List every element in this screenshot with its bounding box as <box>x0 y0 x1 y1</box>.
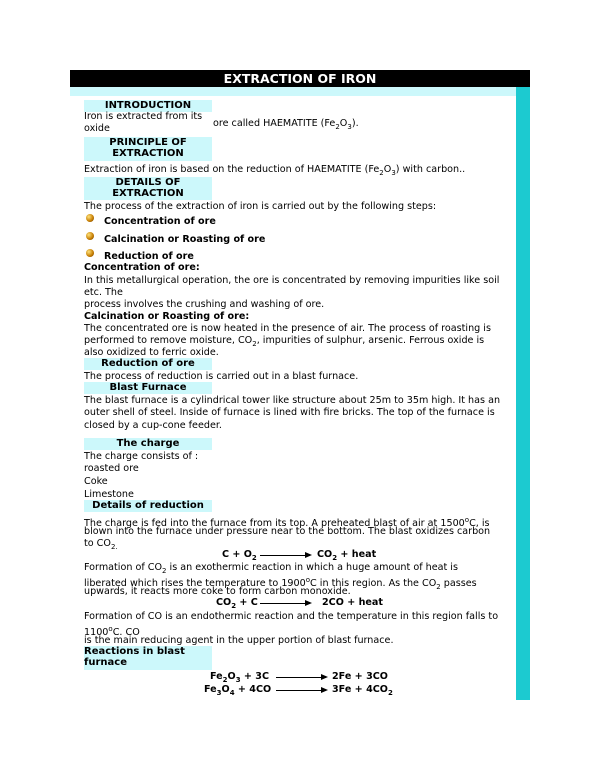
step-reduction: Reduction of ore <box>104 251 194 262</box>
title-underband <box>70 87 516 96</box>
dr-line-3: to $CO_{2.}$ <box>84 538 118 551</box>
charge-line-2: roasted ore <box>84 463 139 474</box>
intro-line-3: ore called HAEMATITE $(Fe_2O_3)$. <box>213 118 359 131</box>
equation-2-right: 2CO + heat <box>322 597 383 608</box>
section-details: DETAILS OF EXTRACTION <box>84 177 212 200</box>
bf-line-1: The blast furnace is a cylindrical tower like structure about 25m to 35m high. It has an <box>84 395 501 406</box>
equation-3-left: $Fe_2O_3 + 3C$ <box>210 671 270 684</box>
conc-line-2: etc. The <box>84 287 123 298</box>
step-concentration: Concentration of ore <box>104 216 216 227</box>
f2-line-1: Formation of CO is an endothermic reaction and the temperature in this region falls to <box>84 611 499 622</box>
section-details-reduction: Details of reduction <box>84 500 212 512</box>
equation-1-left: $C + O_2$ <box>222 549 257 562</box>
section-introduction: INTRODUCTION <box>84 100 212 112</box>
section-charge: The charge <box>84 438 212 450</box>
conc-line-1: In this metallurgical operation, the ore is concentrated by removing impurities like soil <box>84 275 500 286</box>
dr-line-2: blown into the furnace under pressure near to the bottom. The blast oxidizes carbon <box>84 526 491 537</box>
section-reduction: Reduction of ore <box>84 358 212 370</box>
dr-line-1: The charge is fed into the furnace from its top. A preheated blast of air at 1500$^o$C, is <box>84 516 490 530</box>
intro-line-1: Iron is extracted from its <box>84 111 203 122</box>
concentration-heading: Concentration of ore: <box>84 262 200 273</box>
f1-line-1: Formation of $CO_2$ is an exothermic reaction in which a huge amount of heat is <box>84 562 458 575</box>
equation-4-right: $3Fe + 4CO_2$ <box>332 684 393 697</box>
bullet-icon <box>86 214 94 222</box>
equation-1-right: $CO_2$ + heat <box>317 549 377 562</box>
bullet-icon <box>86 232 94 240</box>
section-principle: PRINCIPLE OF EXTRACTION <box>84 137 212 161</box>
principle-line: Extraction of iron is based on the reduction of HAEMATITE $(Fe_2O_3)$ with carbon.. <box>84 164 466 177</box>
charge-line-1: The charge consists of : <box>84 451 199 462</box>
intro-line-2: oxide <box>84 123 110 134</box>
page-title: EXTRACTION OF IRON <box>70 70 530 87</box>
reaction-arrow-icon <box>260 555 310 556</box>
charge-line-4: Limestone <box>84 489 134 500</box>
reaction-arrow-icon <box>276 677 326 678</box>
section-reactions: Reactions in blast furnace <box>84 646 212 670</box>
conc-line-3: process involves the crushing and washing of ore. <box>84 299 325 310</box>
details-line: The process of the extraction of iron is carried out by the following steps: <box>84 201 437 212</box>
f2-line-2: 1100$^o$C. CO <box>84 625 140 639</box>
calcination-heading: Calcination or Roasting of ore: <box>84 311 250 322</box>
reaction-arrow-icon <box>260 603 310 604</box>
bf-line-2: outer shell of steel. Inside of furnace is lined with fire bricks. The top of the furnace is <box>84 407 495 418</box>
bf-line-3: closed by a cup-cone feeder. <box>84 420 222 431</box>
f1-line-3: upwards, it reacts more coke to form carbon monoxide. <box>84 586 351 597</box>
f2-line-3: is the main reducing agent in the upper portion of blast furnace. <box>84 635 394 646</box>
equation-3-right: 2Fe + 3CO <box>332 671 388 682</box>
equation-4-left: $Fe_3O_4 + 4CO$ <box>204 684 272 697</box>
step-calcination: Calcination or Roasting of ore <box>104 234 266 245</box>
f1-line-2: liberated which rises the temperature to 1900$^o$C in this region. As the $CO_2$ passes <box>84 576 477 592</box>
reduction-line: The process of reduction is carried out in a blast furnace. <box>84 371 359 382</box>
equation-2-left: $CO_2 + C$ <box>216 597 258 610</box>
side-accent-bar <box>516 87 530 700</box>
section-blast-furnace: Blast Furnace <box>84 382 212 394</box>
calc-line-3: also oxidized to ferric oxide. <box>84 347 219 358</box>
document-page <box>70 70 530 700</box>
calc-line-2: performed to remove moisture, $CO_2$, impurities of sulphur, arsenic. Ferrous oxide is <box>84 335 485 348</box>
charge-line-3: Coke <box>84 476 108 487</box>
bullet-icon <box>86 249 94 257</box>
reaction-arrow-icon <box>276 690 326 691</box>
calc-line-1: The concentrated ore is now heated in the presence of air. The process of roasting is <box>84 323 491 334</box>
